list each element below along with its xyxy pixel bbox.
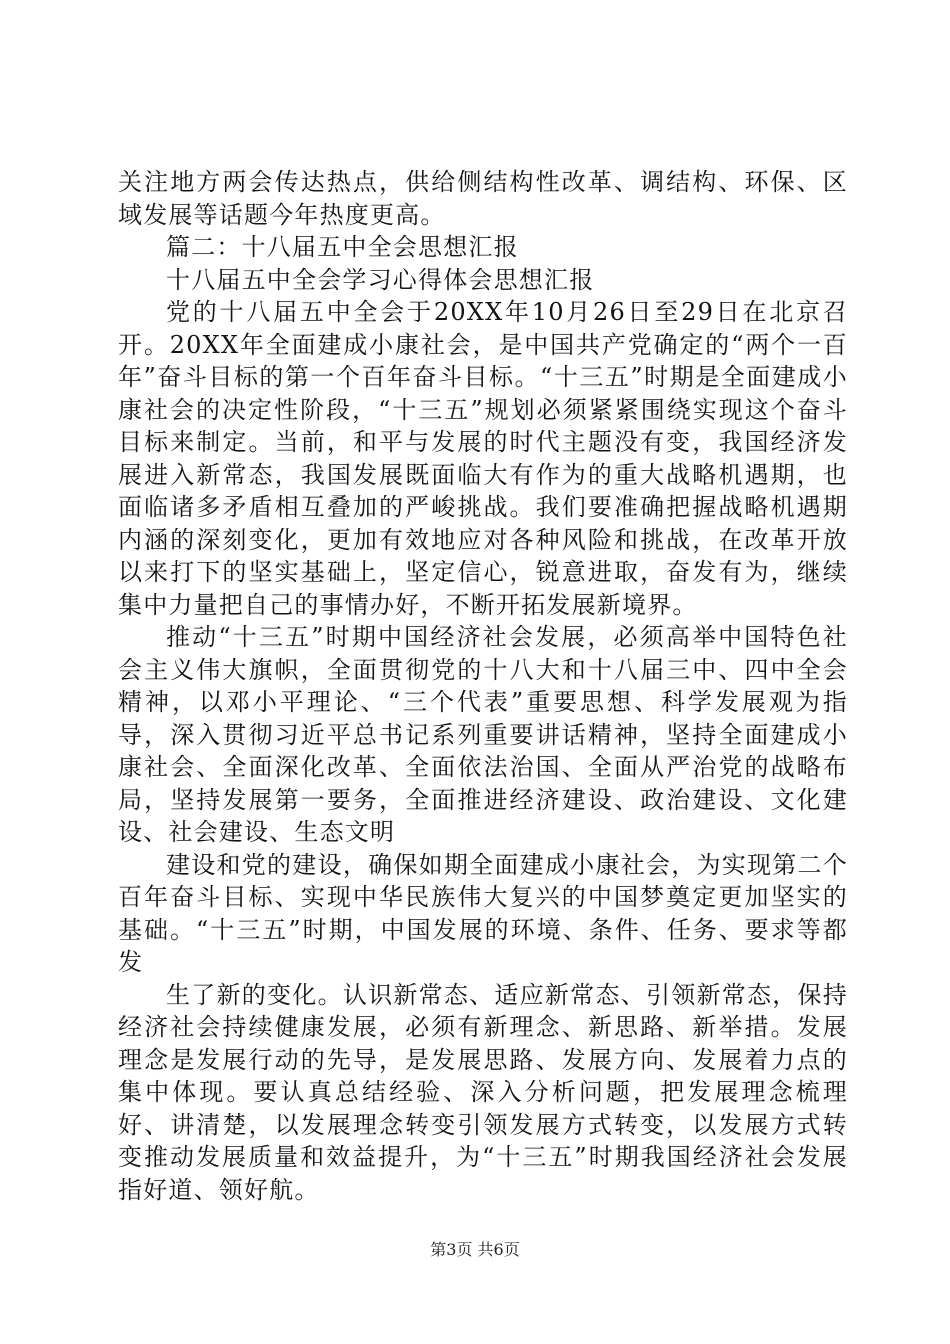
page-footer [0, 1237, 950, 1260]
paragraph-4: 党的十八届五中全会于20XX年10月26日至29日在北京召开。20XX年全面建成小康社会，是中国共产党确定的“两个一百年”奋斗目标的第一个百年奋斗目标。“十三五”时期是全面建成小康社会的决定性阶段，“十三五”规划必须紧紧围绕实现这个奋斗目标来制定。当前，和平与发展的时代主题没有变，我国经济发展进入新常态，我国发展既面临大有作为的重大战略机遇期，也面临诸多矛盾相互叠加的严峻挑战。我们要准确把握战略机遇期内涵的深刻变化，更加有效地应对各种风险和挑战，在改革开放以来打下的坚实基础上，坚定信心，锐意进取，奋发有为，继续集中力量把自己的事情办好，不断开拓发展新境界。 [118, 298, 848, 619]
page-number: 第3页 共6页 [430, 1240, 520, 1259]
paragraph-2-section-title: 篇二：十八届五中全会思想汇报 [166, 233, 519, 261]
paragraph-7: 生了新的变化。认识新常态、适应新常态、引领新常态，保持经济社会持续健康发展，必须有新理念、新思路、新举措。发展理念是发展行动的先导，是发展思路、发展方向、发展着力点的集中体现。要认真总结经验、深入分析问题，把发展理念梳理好、讲清楚，以发展理念转变引领发展方式转变，以发展方式转变推动发展质量和效益提升，为“十三五”时期我国经济社会发展指好道、领好航。 [118, 980, 848, 1204]
paragraph-3-subtitle: 十八届五中全会学习心得体会思想汇报 [166, 265, 595, 294]
paragraph-5: 推动“十三五”时期中国经济社会发展，必须高举中国特色社会主义伟大旗帜，全面贯彻党的十八大和十八届三中、四中全会精神，以邓小平理论、“三个代表”重要思想、科学发展观为指导，深入贯彻习近平总书记系列重要讲话精神，坚持全面建成小康社会、全面深化改革、全面依法治国、全面从严治党的战略布局，坚持发展第一要务，全面推进经济建设、政治建设、文化建设、社会建设、生态文明 [118, 623, 848, 846]
document-body [118, 166, 848, 1206]
paragraph-1: 关注地方两会传达热点，供给侧结构性改革、调结构、环保、区域发展等话题今年热度更高。 [118, 168, 848, 229]
paragraph-6: 建设和党的建设，确保如期全面建成小康社会，为实现第二个百年奋斗目标、实现中华民族伟大复兴的中国梦奠定更加坚实的基础。“十三五”时期，中国发展的环境、条件、任务、要求等都发 [118, 850, 848, 976]
